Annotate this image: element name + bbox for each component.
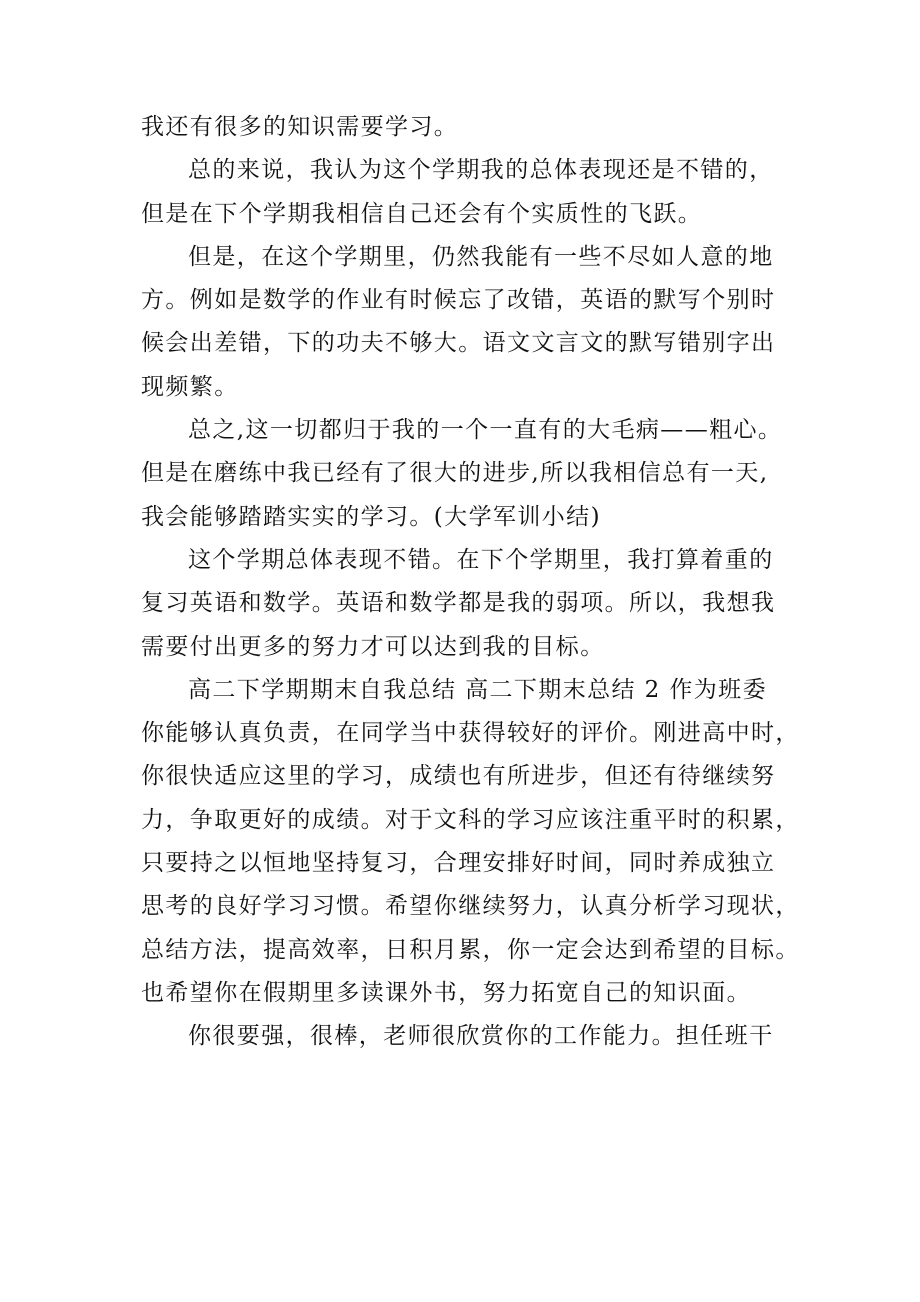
text-line: 只要持之以恒地坚持复习，合理安排好时间，同时养成独立	[141, 850, 776, 877]
text-line: 你很快适应这里的学习，成绩也有所进步，但还有待继续努	[141, 763, 776, 790]
text-line: 也希望你在假期里多读课外书，努力拓宽自己的知识面。	[141, 979, 751, 1006]
text-line: 需要付出更多的努力才可以达到我的目标。	[141, 633, 605, 660]
paragraph-start-line: 高二下学期期末自我总结 高二下期末总结 2 作为班委	[188, 676, 767, 703]
text-line: 候会出差错，下的功夫不够大。语文文言文的默写错别字出	[141, 330, 776, 357]
text-line: 方。例如是数学的作业有时候忘了改错，英语的默写个别时	[141, 287, 776, 314]
text-line: 思考的良好学习习惯。希望你继续努力，认真分析学习现状，	[141, 893, 800, 920]
text-line: 但是在磨练中我已经有了很大的进步,所以我相信总有一天,	[141, 460, 769, 487]
text-line: 你能够认真负责，在同学当中获得较好的评价。刚进高中时，	[141, 720, 800, 747]
document-body	[141, 106, 800, 1059]
paragraph-start-line: 但是，在这个学期里，仍然我能有一些不尽如人意的地	[188, 243, 774, 270]
text-line: 我会能够踏踏实实的学习。(大学军训小结)	[141, 503, 601, 530]
text-line: 我还有很多的知识需要学习。	[141, 114, 459, 140]
text-line: 力，争取更好的成绩。对于文科的学习应该注重平时的积累，	[141, 806, 800, 833]
text-line: 现频繁。	[141, 373, 239, 400]
text-line: 复习英语和数学。英语和数学都是我的弱项。所以，我想我	[141, 590, 776, 617]
paragraph-start-line: 这个学期总体表现不错。在下个学期里，我打算着重的	[188, 546, 774, 573]
paragraph-start-line: 总的来说，我认为这个学期我的总体表现还是不错的，	[188, 157, 774, 184]
paragraph-start-line: 总之,这一切都归于我的一个一直有的大毛病——粗心。	[188, 417, 783, 444]
text-line: 总结方法，提高效率，日积月累，你一定会达到希望的目标。	[141, 936, 800, 963]
text-line: 但是在下个学期我相信自己还会有个实质性的飞跃。	[141, 200, 703, 227]
paragraph-start-line: 你很要强，很棒，老师很欣赏你的工作能力。担任班干	[188, 1023, 774, 1050]
